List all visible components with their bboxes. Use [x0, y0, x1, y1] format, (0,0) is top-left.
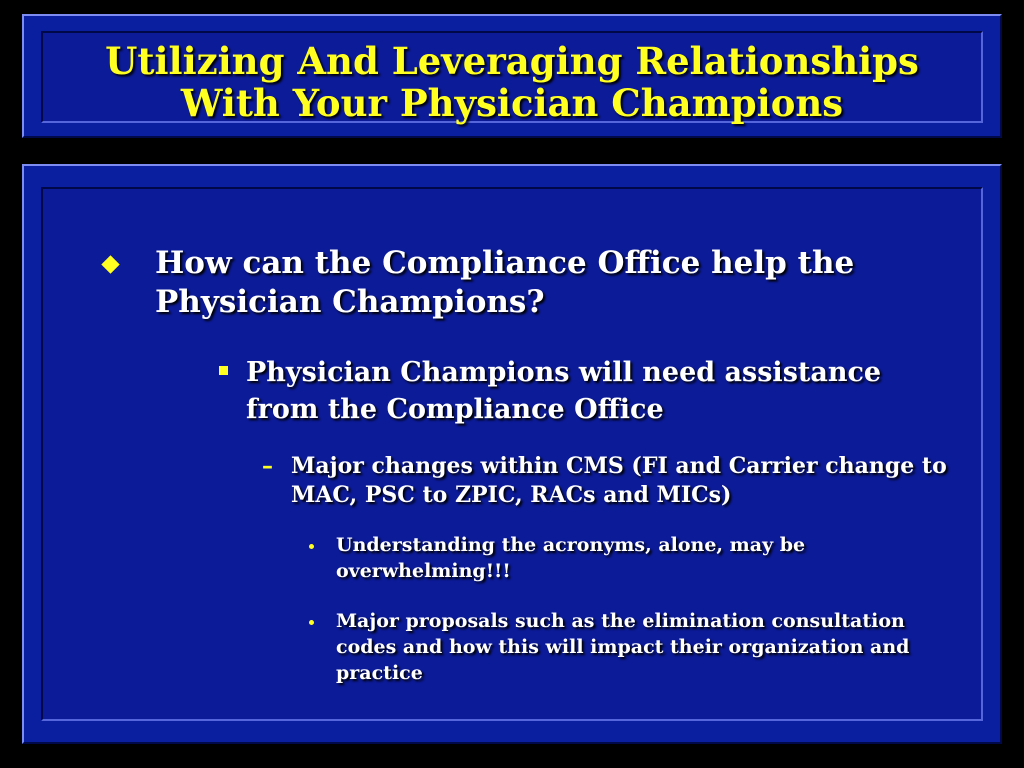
bullet-level4-text-b: Major proposals such as the elimination consultation codes and how this will impact their organization and practice	[336, 610, 910, 684]
dash-bullet-icon: –	[262, 453, 273, 479]
slide-title-line2: With Your Physician Champions	[180, 81, 844, 125]
bullet-level1-text: How can the Compliance Office help the Physician Champions?	[155, 245, 855, 320]
slide-title	[24, 40, 1000, 124]
slide-title-line1: Utilizing And Leveraging Relationships	[105, 39, 919, 83]
dot-bullet-icon	[309, 544, 314, 549]
title-panel	[22, 14, 1002, 138]
bullet-level2-text: Physician Champions will need assistance from the Compliance Office	[246, 357, 882, 425]
bullet-level4-text-a: Understanding the acronyms, alone, may be overwhelming!!!	[336, 534, 806, 582]
bullet-level3-text: Major changes within CMS (FI and Carrier change to MAC, PSC to ZPIC, RACs and MICs)	[291, 453, 947, 508]
square-bullet-icon	[219, 366, 228, 375]
dot-bullet-icon	[309, 620, 314, 625]
